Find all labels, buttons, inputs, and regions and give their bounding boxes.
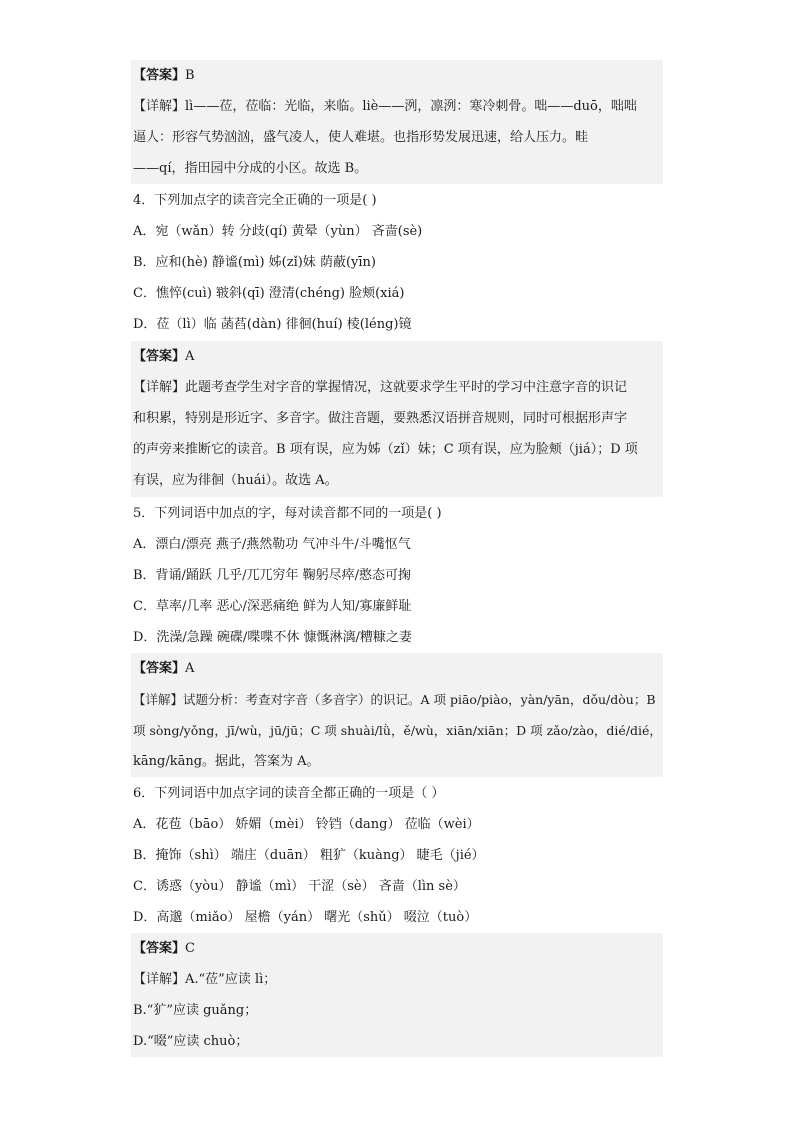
option-d: D．洗澡/急躁 碗碟/喋喋不休 慷慨淋漓/糟糠之妻 [133, 630, 412, 645]
answer-value: A [185, 349, 195, 364]
option-c: C．诱惑（yòu） 静谧（mì） 干涩（sè） 吝啬（lìn sè） [133, 879, 466, 894]
answer-label: 【答案】 [133, 68, 186, 83]
answer-line [131, 653, 663, 684]
answer-value: A [185, 661, 195, 676]
option-b: B．掩饰（shì） 端庄（duān） 粗犷（kuàng） 睫毛（jié） [133, 848, 485, 863]
answer-line [131, 933, 663, 964]
detail-line: 【详解】A.“莅”应读 lì； [133, 972, 277, 987]
option-b: B．应和(hè) 静谧(mì) 姊(zǐ)妹 荫蔽(yīn) [133, 255, 376, 270]
detail-line: 有误，应为徘徊（huái）。故选 A。 [133, 473, 338, 488]
option-b: B．背诵/踊跃 几乎/兀兀穷年 鞠躬尽瘁/憨态可掬 [133, 568, 411, 583]
detail-line: ——qí，指田园中分成的小区。故选 B。 [133, 161, 368, 176]
detail-line: kāng/kāng。据此，答案为 A。 [133, 754, 320, 769]
answer-value: C [185, 941, 195, 956]
detail-line: 和积累，特别是形近字、多音字。做注音题，要熟悉汉语拼音规则，同时可根据形声字 [133, 411, 628, 426]
option-a: A．漂白/漂亮 燕子/燕然勒功 气冲斗牛/斗嘴怄气 [133, 537, 411, 552]
option-a: A．宛（wǎn）转 分歧(qí) 黄晕（yùn） 吝啬(sè) [133, 224, 423, 239]
detail-line: 逼人：形容气势汹汹，盛气凌人，使人难堪。也指形势发展迅速，给人压力。畦 [133, 130, 589, 145]
detail-line: B.“犷”应读 guǎng； [133, 1003, 258, 1018]
question-5: 5．下列词语中加点的字，每对读音都不同的一项是( ) [133, 506, 442, 521]
option-c: C．草率/几率 恶心/深恶痛绝 鲜为人知/寡廉鲜耻 [133, 599, 412, 614]
answer-line [131, 341, 663, 372]
detail-line: 项 sòng/yǒng，jī/wù，jū/jū；C 项 shuài/lǜ，ě/wù，xiān/xiān；D 项 zǎo/zào，dié/dié， [133, 723, 662, 738]
option-c: C．憔悴(cuì) 皲斜(qī) 澄清(chéng) 脸颊(xiá) [133, 286, 405, 301]
detail-line: D.“啜”应读 chuò； [133, 1034, 249, 1049]
option-a: A．花苞（bāo） 娇媚（mèi） 铃铛（dang） 莅临（wèi） [133, 817, 480, 832]
answer-label: 【答案】 [133, 941, 186, 956]
answer-value: B [185, 68, 195, 83]
answer-label: 【答案】 [133, 349, 186, 364]
detail-line: 【详解】此题考查学生对字音的掌握情况，这就要求学生平时的学习中注意字音的识记 [133, 380, 628, 395]
detail-line: 的声旁来推断它的读音。B 项有误，应为姊（zǐ）妹；C 项有误，应为脸颊（jiá）；D 项 [133, 442, 638, 457]
answer-line [131, 60, 663, 91]
option-d: D．高邈（miǎo） 屋檐（yán） 曙光（shǔ） 啜泣（tuò） [133, 910, 478, 925]
question-4: 4．下列加点字的读音完全正确的一项是( ) [133, 193, 377, 208]
detail-line: 【详解】试题分析：考查对字音（多音字）的识记。A 项 piāo/piào，yàn/yān，dǒu/dòu；B [133, 692, 656, 707]
question-6: 6．下列词语中加点字词的读音全都正确的一项是（ ） [133, 786, 445, 801]
option-d: D．莅（lì）临 菡萏(dàn) 徘徊(huí) 棱(léng)镜 [133, 317, 412, 332]
detail-line: 【详解】lì——莅，莅临：光临，来临。liè——洌，凛洌：寒冷刺骨。咄——duō，咄咄 [133, 99, 637, 114]
answer-label: 【答案】 [133, 661, 186, 676]
